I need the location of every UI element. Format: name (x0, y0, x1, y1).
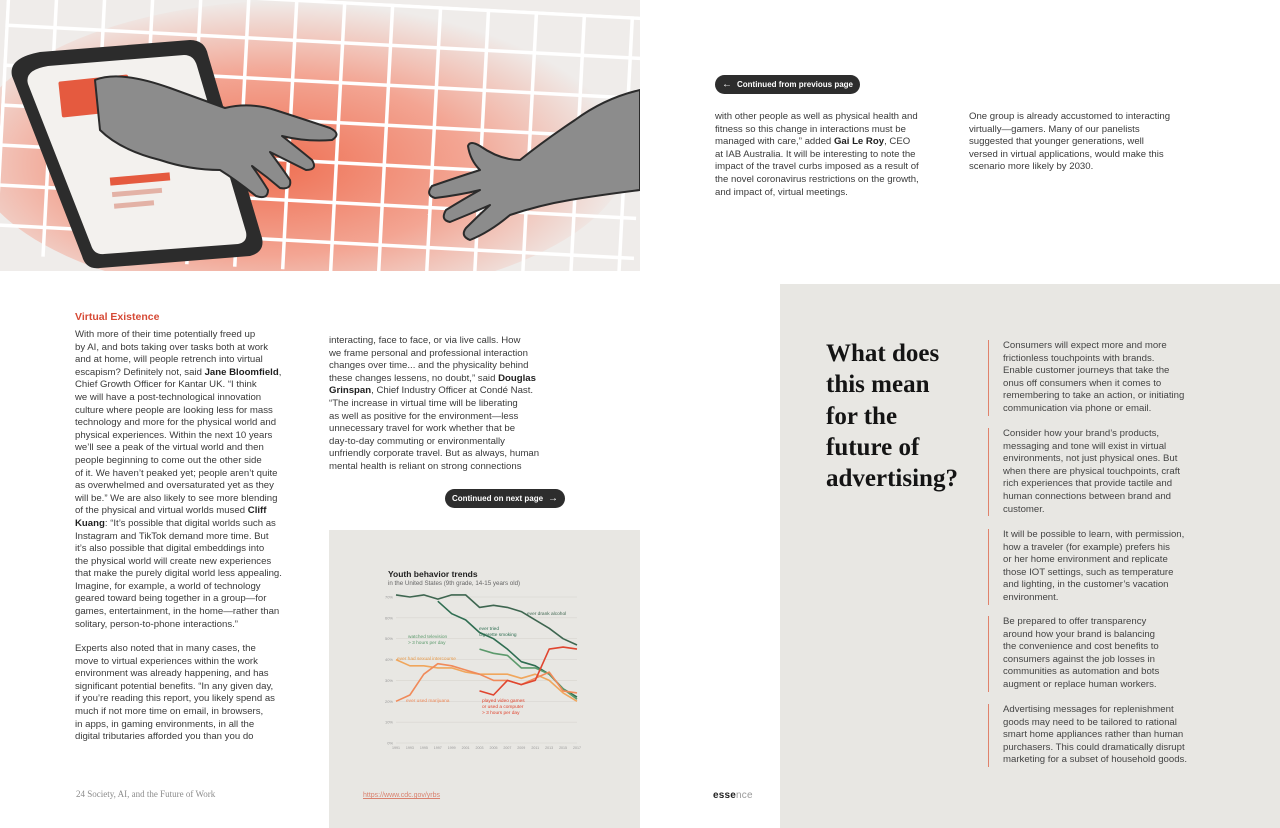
label-marijuana: ever used marijuana (406, 699, 450, 704)
source-link[interactable]: https://www.cdc.gov/yrbs (363, 792, 441, 799)
x-tick-label: 2005 (489, 746, 498, 750)
arrow-left-icon: ← (721, 78, 732, 90)
series-line-5 (396, 664, 577, 702)
label-games-3: > 3 hours per day (482, 711, 520, 716)
y-tick-label: 60% (384, 615, 393, 621)
chart-subtitle: in the United States (9th grade, 14-15 years old) (388, 580, 521, 587)
label-sex: ever had sexual intercourse (397, 657, 456, 662)
y-tick-label: 10% (384, 719, 393, 725)
arrow-right-icon: → (548, 492, 559, 504)
panel-title: What does this mean for the future of advertising? (826, 340, 958, 493)
y-tick-label: 70% (384, 594, 393, 600)
article-column-1-paragraph-2: Experts also noted that in many cases, the move to virtual experiences within the work environment was already happening, and has significant potential benefits. “In any given day, if you’re reading this report, you likely spend as much if not more time on email, in browsers, in apps, in gaming environments, in all the digital tributaries afforded you than you do (75, 643, 275, 743)
y-tick-label: 20% (384, 698, 393, 704)
section-heading: Virtual Existence (75, 311, 160, 323)
person-name: Kuang (75, 517, 105, 529)
tip-5: Advertising messages for replenishment goods may need to be tailored to rational smart home appliances rather than human purchasers. This could dramatically disrupt marketing for a subset of household goods. (988, 704, 1187, 767)
label-cigarette-1: ever tried (479, 627, 499, 632)
label-alcohol: ever drank alcohol (527, 612, 567, 617)
tip-1: Consumers will expect more and more frictionless touchpoints with brands. Enable customer journeys that take the onus off consumers when it comes to remembering to take an action, or initiating communication via phone or email. (988, 340, 1184, 416)
y-tick-label: 30% (384, 677, 393, 683)
tip-3: It will be possible to learn, with permission, how a traveler (for example) prefers his or her home environment and replicate those IOT settings, such as temperature and lighting, in the customer’s vacation environment. (988, 529, 1184, 605)
hands-phone-illustration (0, 0, 640, 271)
x-tick-label: 1991 (392, 746, 400, 750)
continued-from-previous-button[interactable]: ← Continued from previous page (715, 75, 860, 94)
label-tv-2: > 3 hours per day (408, 641, 446, 646)
person-name: Jane Bloomfield (204, 366, 279, 378)
x-tick-label: 1995 (419, 746, 428, 750)
footer-left: 24 Society, AI, and the Future of Work (76, 789, 216, 799)
person-name: Grinspan (329, 385, 372, 397)
tip-2: Consider how your brand’s products, messaging and tone will exist in virtual environments, not just physical ones. But when there are physical touchpoints, craft rich experiences that provide tactile and human connections between brand and customer. (988, 428, 1180, 516)
youth-trends-chart (329, 530, 640, 828)
x-tick-label: 2011 (531, 746, 540, 750)
article-column-2: interacting, face to face, or via live calls. How we frame personal and professional interaction changes over time... and the physicality behind these changes lessens, no doubt,” said Douglas Grinspan, Chief Industry Officer at Condé Nast. “The increase in virtual time will be liberating as well as positive for the environment—less unnecessary travel for work whether that be day-to-day commuting or environmentally unfriendly corporate travel. But as always, human mental health is reliant on strong connections (329, 335, 540, 472)
chart-title: Youth behavior trends (388, 569, 478, 579)
y-tick-label: 0% (387, 740, 393, 746)
brand-logo: essence (713, 790, 753, 801)
article-column-1: With more of their time potentially freed up by AI, and bots taking over tasks both at work and at home, will people retrench into virtual escapism? Definitely not, said Jane Bloomfield, Chief Growth Officer for Kantar UK. “I think we will have a post-technological innovation culture where people are looking less for mass technology and more for the physical world and physical experiences. Within the next 10 years we’ll see a peak of the virtual world and then people beginning to come out the other side of it. We haven’t peaked yet; people aren’t quite as overwhelmed and oversaturated yet as they will be.” We are also likely to see more blending of the physical and virtual worlds mused Cliff Kuang: “It’s possible that digital worlds such as Instagram and TikTok demand more time. But it’s also possible that digital embeddings into the physical world will create new experiences that make the purely digital world less appealing. Imagine, for example, a world of technology geared toward being together in a group—for games, entertainment, in the home—rather than solitary, person-to-phone interactions.” (75, 329, 282, 630)
label-games-1: played video games (482, 699, 525, 704)
y-tick-label: 40% (384, 657, 393, 663)
person-name: Douglas (498, 372, 536, 384)
person-name: Cliff (247, 505, 267, 517)
label-games-2: or used a computer (482, 705, 524, 710)
x-tick-label: 2003 (475, 746, 484, 750)
continued-text-left-column: with other people as well as physical health and fitness so this change in interactions must be managed with care,” added Gai Le Roy, CEO at IAB Australia. It will be interesting to note the impact of the travel curbs imposed as a result of the novel coronavirus restrictions on the growth, and impact of, virtual meetings. (715, 111, 919, 198)
chart-panel (329, 530, 640, 828)
x-tick-label: 2013 (545, 746, 554, 750)
hero-illustration (0, 0, 640, 271)
label-cigarette-2: cigarette smoking (479, 633, 517, 638)
continued-text-right-column: One group is already accustomed to interacting virtually—gamers. Many of our panelists suggested that younger generations, well versed in virtual applications, would make this scenario more likely by 2030. (969, 111, 1171, 173)
x-tick-label: 2001 (461, 746, 470, 750)
continued-on-next-button[interactable]: Continued on next page → (445, 489, 565, 508)
x-tick-label: 2009 (517, 746, 526, 750)
x-tick-label: 2017 (573, 746, 581, 750)
x-tick-label: 2015 (559, 746, 568, 750)
x-tick-label: 1997 (433, 746, 442, 750)
x-tick-label: 2007 (503, 746, 512, 750)
x-tick-label: 1993 (405, 746, 414, 750)
y-tick-label: 50% (384, 636, 393, 642)
label-tv-1: watched television (408, 635, 448, 640)
tip-4: Be prepared to offer transparency around how your brand is balancing the convenience and cost benefits to consumers against the job losses in communities as automation and bots augment or replace human workers. (988, 616, 1159, 692)
x-tick-label: 1999 (447, 746, 456, 750)
person-name: Gai Le Roy (833, 136, 885, 148)
